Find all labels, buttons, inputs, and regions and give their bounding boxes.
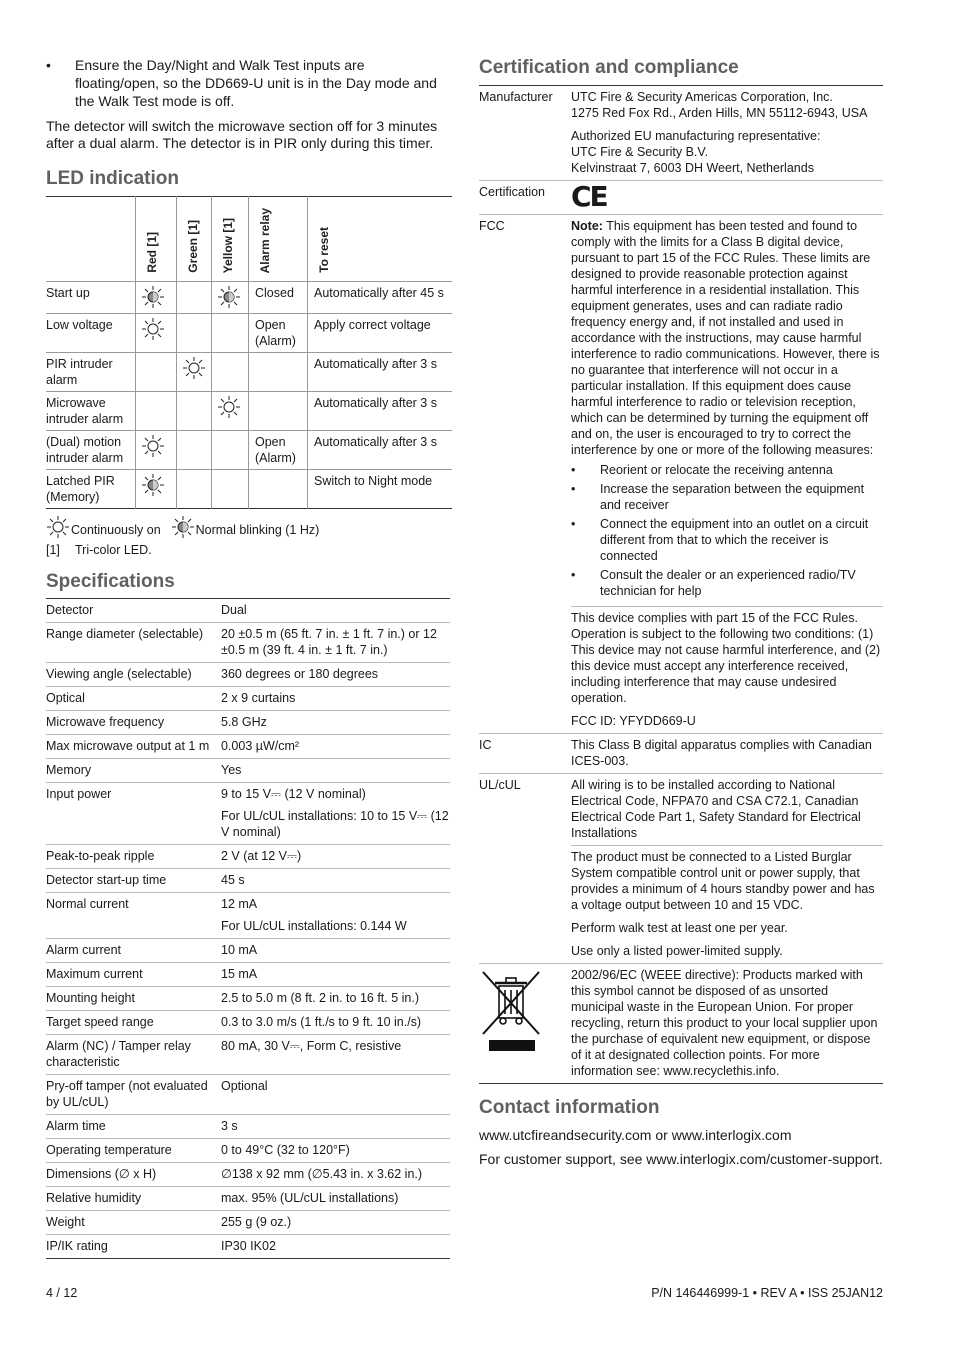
led-green-cell — [177, 282, 212, 314]
spec-row — [46, 1163, 450, 1187]
spec-row — [46, 599, 450, 623]
footnote-mark: [1] — [46, 543, 60, 557]
blink-sun-icon — [141, 473, 163, 495]
cert-heading: Certification and compliance — [479, 57, 739, 78]
led-row — [46, 392, 452, 431]
spec-row — [46, 1011, 450, 1035]
spec-value — [221, 963, 450, 987]
spec-value — [221, 1163, 450, 1187]
spec-key: Weight — [46, 1211, 221, 1235]
spec-key: IP/IK rating — [46, 1235, 221, 1259]
led-row — [46, 431, 452, 470]
spec-value-line: max. 95% (UL/cUL installations) — [221, 1191, 399, 1205]
led-row-reset: Automatically after 3 s — [308, 392, 453, 431]
fcc-measure-item: • Increase the separation between the equipment and receiver — [571, 481, 883, 513]
weee-text: 2002/96/EC (WEEE directive): Products marked with this symbol cannot be disposed of as unsorted municipal waste in the European Union. For proper recycling, return this product to your local supplier upon the purchase of equivalent new equipment, or dispose of it at designated collection points. For more information see: www.recyclethis.info. — [571, 964, 883, 1084]
spec-value-line: Yes — [221, 763, 242, 777]
led-footnote — [46, 543, 450, 557]
weee-symbol — [479, 964, 571, 1084]
spec-row — [46, 623, 450, 663]
spec-value-line: For UL/cUL installations: 10 to 15 V⎓ (12 V nominal) — [221, 809, 449, 839]
fcc-note-label: Note: — [571, 219, 603, 233]
fcc-measure-item: • Reorient or relocate the receiving antenna — [571, 463, 833, 477]
led-green-cell — [177, 314, 212, 353]
spec-key: Memory — [46, 759, 221, 783]
led-row-reset: Automatically after 3 s — [308, 353, 453, 392]
led-header-reset: To reset — [308, 197, 453, 282]
ul-text-4: Use only a listed power-limited supply. — [571, 944, 783, 958]
spec-value-line: 0.3 to 3.0 m/s (1 ft./s to 9 ft. 10 in./s) — [221, 1015, 422, 1029]
spec-row — [46, 783, 450, 845]
spec-row — [46, 1115, 450, 1139]
spec-value-line: 80 mA, 30 V⎓, Form C, resistive — [221, 1039, 402, 1053]
intro-bullet-text: Ensure the Day/Night and Walk Test inputs are floating/open, so the DD669-U unit is in the Day mode and the Walk Test mode is off. — [75, 57, 437, 109]
fcc-measure-item: • Consult the dealer or an experienced radio/TV technician for help — [571, 567, 883, 599]
spec-value — [221, 845, 450, 869]
led-row-reset: Automatically after 3 s — [308, 431, 453, 470]
ul-label: UL/cUL — [479, 774, 571, 846]
cert-row-certification — [479, 181, 883, 215]
legend-on: Continuously on — [71, 523, 161, 537]
spec-key: Detector — [46, 603, 94, 617]
cert-row-weee — [479, 964, 883, 1084]
spec-value — [221, 1075, 450, 1115]
ul-value-2 — [571, 846, 883, 964]
spec-value — [221, 663, 450, 687]
spec-value — [221, 783, 450, 845]
spec-value-line: ∅138 x 92 mm (∅5.43 in. x 3.62 in.) — [221, 1167, 423, 1181]
fcc-measure-text: Reorient or relocate the receiving antenna — [600, 463, 833, 477]
spec-key: Viewing angle (selectable) — [46, 663, 221, 687]
spec-key: Alarm current — [46, 939, 221, 963]
contact-heading: Contact information — [479, 1097, 660, 1118]
blink-sun-icon — [141, 285, 163, 307]
contact-support-line[interactable]: For customer support, see www.interlogix.com/customer-support. — [479, 1151, 883, 1167]
led-row-label: Microwave intruder alarm — [46, 392, 136, 431]
spec-value-line: Dual — [221, 603, 247, 617]
spec-row — [46, 845, 450, 869]
spec-value-line: 9 to 15 V⎓ (12 V nominal) — [221, 787, 366, 801]
spec-value — [221, 623, 450, 663]
cert-row-manufacturer — [479, 86, 883, 181]
spec-value — [221, 687, 450, 711]
led-row-reset: Automatically after 45 s — [308, 282, 453, 314]
spec-value-line: IP30 IK02 — [221, 1239, 276, 1253]
blink-sun-icon — [217, 285, 239, 307]
led-yellow-cell — [212, 470, 249, 509]
spec-key: Peak-to-peak ripple — [46, 845, 221, 869]
spec-value-line: 255 g (9 oz.) — [221, 1215, 292, 1229]
spec-value — [221, 1115, 450, 1139]
spec-row — [46, 939, 450, 963]
led-row-relay: Open (Alarm) — [249, 431, 308, 470]
footnote-text: Tri-color LED. — [75, 543, 152, 557]
specs-table — [46, 598, 450, 1259]
ul-text-3: Perform walk test at least one per year. — [571, 921, 788, 935]
led-row-reset: Switch to Night mode — [308, 470, 453, 509]
specs-heading: Specifications — [46, 571, 175, 592]
spec-value — [221, 1011, 450, 1035]
led-row-label: Start up — [46, 282, 136, 314]
led-green-cell — [177, 392, 212, 431]
led-row — [46, 470, 452, 509]
intro-paragraph: The detector will switch the microwave section off for 3 minutes after a dual alarm. The detector is in PIR only during this timer. — [46, 118, 438, 151]
spec-value-line: 20 ±0.5 m (65 ft. 7 in. ± 1 ft. 7 in.) or 12 ±0.5 m (39 ft. 4 in. ± 1 ft. 7 in.) — [221, 627, 437, 657]
led-header-blank — [46, 197, 136, 282]
spec-key: Mounting height — [46, 987, 221, 1011]
led-table — [46, 196, 452, 509]
certification-value — [571, 181, 883, 215]
fcc-value — [571, 215, 883, 607]
spec-row — [46, 759, 450, 783]
spec-value — [221, 711, 450, 735]
spec-row — [46, 1211, 450, 1235]
led-yellow-cell — [212, 314, 249, 353]
spec-value-line: 10 mA — [221, 943, 258, 957]
led-green-cell — [177, 353, 212, 392]
spec-key: Normal current — [46, 893, 221, 939]
fcc-measure-text: Connect the equipment into an outlet on a circuit different from that to which the receiver is connected — [600, 517, 869, 563]
spec-key: Optical — [46, 687, 221, 711]
spec-value — [221, 939, 450, 963]
fcc-measure-text: Increase the separation between the equipment and receiver — [600, 482, 865, 512]
led-row — [46, 314, 452, 353]
spec-value — [221, 759, 450, 783]
led-red-cell — [136, 431, 177, 470]
led-row-relay — [249, 353, 308, 392]
led-red-cell — [136, 314, 177, 353]
rep-line-1: Authorized EU manufacturing representative: — [571, 129, 821, 143]
spec-value-line: 2 V (at 12 V⎓) — [221, 849, 302, 863]
led-row-label: PIR intruder alarm — [46, 353, 136, 392]
fcc-measures-list — [571, 462, 883, 599]
led-row-relay — [249, 470, 308, 509]
led-legend — [46, 515, 450, 537]
spec-value-line: 0 to 49°C (32 to 120°F) — [221, 1143, 350, 1157]
certification-label: Certification — [479, 181, 571, 215]
spec-value-line: 3 s — [221, 1119, 238, 1133]
led-red-cell — [136, 282, 177, 314]
spec-key: Range diameter (selectable) — [46, 623, 221, 663]
spec-value — [221, 1035, 450, 1075]
spec-row — [46, 987, 450, 1011]
cert-row-ic — [479, 734, 883, 774]
led-header-relay: Alarm relay — [249, 197, 308, 282]
spec-value — [221, 869, 450, 893]
led-row-label: Low voltage — [46, 314, 136, 353]
spec-row — [46, 735, 450, 759]
led-yellow-cell — [212, 353, 249, 392]
led-heading: LED indication — [46, 168, 179, 189]
ic-value: This Class B digital apparatus complies with Canadian ICES-003. — [571, 734, 883, 774]
sun-icon — [141, 434, 163, 456]
spec-value — [221, 987, 450, 1011]
left-column — [46, 56, 450, 1259]
fcc-measure-item: • Connect the equipment into an outlet on a circuit different from that to which the receiver is connected — [571, 516, 883, 564]
spec-row — [46, 1139, 450, 1163]
contact-link-line[interactable]: www.utcfireandsecurity.com or www.interlogix.com — [479, 1127, 792, 1143]
fcc-label: FCC — [479, 215, 571, 607]
led-red-cell — [136, 353, 177, 392]
spec-row — [46, 893, 450, 939]
fcc-id: FCC ID: YFYDD669-U — [571, 714, 696, 728]
spec-key: Maximum current — [46, 963, 221, 987]
manufacturer-value — [571, 86, 883, 181]
spec-row — [46, 963, 450, 987]
spec-key: Alarm (NC) / Tamper relay characteristic — [46, 1035, 221, 1075]
page-number: 4 / 12 — [46, 1286, 78, 1300]
cert-table — [479, 85, 883, 1084]
spec-row — [46, 1075, 450, 1115]
spec-value-line: Optional — [221, 1079, 268, 1093]
spec-key: Operating temperature — [46, 1139, 221, 1163]
spec-value-line: 2 x 9 curtains — [221, 691, 296, 705]
spec-value-line: 2.5 to 5.0 m (8 ft. 2 in. to 16 ft. 5 in.) — [221, 991, 420, 1005]
ul-value-1: All wiring is to be installed according to National Electrical Code, NFPA70 and CSA C72.1, Canadian Electrical Code Part 1, Safety Standard for Electrical Installations — [571, 774, 883, 846]
blink-sun-icon — [171, 515, 193, 537]
ce-mark-icon: CE — [571, 180, 607, 213]
fcc-part15-value — [571, 607, 883, 734]
spec-key: Relative humidity — [46, 1187, 221, 1211]
legend-blink: Normal blinking (1 Hz) — [195, 523, 320, 537]
led-header-red: Red [1] — [136, 197, 177, 282]
spec-row — [46, 1235, 450, 1259]
ic-label: IC — [479, 734, 571, 774]
manufacturer-line-2: 1275 Red Fox Rd., Arden Hills, MN 55112-6943, USA — [571, 106, 868, 120]
led-row-relay — [249, 392, 308, 431]
led-yellow-cell — [212, 282, 249, 314]
spec-value-line: For UL/cUL installations: 0.144 W — [221, 919, 407, 933]
fcc-part15-text: This device complies with part 15 of the FCC Rules. Operation is subject to the following two conditions: (1) This device may not cause harmful interference, and (2) this device must accept any interference received, including interference that may cause undesired operation. — [571, 611, 881, 705]
led-header-green: Green [1] — [177, 197, 212, 282]
sun-icon — [141, 317, 163, 339]
spec-value-line: 0.003 µW/cm² — [221, 739, 300, 753]
cert-row-ul — [479, 774, 883, 846]
spec-row — [46, 1187, 450, 1211]
crossed-bin-icon — [479, 968, 543, 1056]
spec-key: Target speed range — [46, 1011, 221, 1035]
manufacturer-label: Manufacturer — [479, 90, 553, 104]
led-red-cell — [136, 470, 177, 509]
spec-value-line: 5.8 GHz — [221, 715, 267, 729]
led-row — [46, 353, 452, 392]
rep-line-2: UTC Fire & Security B.V. — [571, 145, 709, 159]
sun-icon — [46, 515, 68, 537]
led-yellow-cell — [212, 392, 249, 431]
led-green-cell — [177, 470, 212, 509]
spec-row — [46, 869, 450, 893]
sun-icon — [182, 356, 204, 378]
spec-value-line: 15 mA — [221, 967, 258, 981]
led-yellow-cell — [212, 431, 249, 470]
led-row — [46, 282, 452, 314]
spec-value — [221, 1187, 450, 1211]
led-row-relay: Open (Alarm) — [249, 314, 308, 353]
spec-value — [221, 735, 450, 759]
spec-row — [46, 711, 450, 735]
manufacturer-line-1: UTC Fire & Security Americas Corporation, Inc. — [571, 90, 833, 104]
spec-key: Detector start-up time — [46, 869, 221, 893]
fcc-measure-text: Consult the dealer or an experienced radio/TV technician for help — [600, 568, 856, 598]
spec-value-line: 45 s — [221, 873, 245, 887]
cert-row-fcc-part15 — [479, 607, 883, 734]
led-row-reset: Apply correct voltage — [308, 314, 453, 353]
led-row-relay: Closed — [249, 282, 308, 314]
intro-bullet: • Ensure the Day/Night and Walk Test inputs are floating/open, so the DD669-U unit is in the Day mode and the Walk Test mode is off. — [46, 56, 450, 110]
led-row-label: (Dual) motion intruder alarm — [46, 431, 136, 470]
spec-key: Max microwave output at 1 m — [46, 735, 221, 759]
spec-value-line: 360 degrees or 180 degrees — [221, 667, 379, 681]
rep-line-3: Kelvinstraat 7, 6003 DH Weert, Netherlands — [571, 161, 814, 175]
spec-row — [46, 663, 450, 687]
spec-value — [221, 1139, 450, 1163]
led-row-label: Latched PIR (Memory) — [46, 470, 136, 509]
fcc-note — [571, 218, 883, 458]
spec-value — [221, 1211, 450, 1235]
part-number: P/N 146446999-1 • REV A • ISS 25JAN12 — [651, 1286, 883, 1300]
spec-key: Pry-off tamper (not evaluated by UL/cUL) — [46, 1075, 221, 1115]
led-red-cell — [136, 392, 177, 431]
cert-row-ul-cont — [479, 846, 883, 964]
spec-key: Input power — [46, 783, 221, 845]
sun-icon — [217, 395, 239, 417]
led-green-cell — [177, 431, 212, 470]
spec-key: Microwave frequency — [46, 711, 221, 735]
spec-row — [46, 687, 450, 711]
cert-row-fcc — [479, 215, 883, 607]
spec-key: Alarm time — [46, 1115, 221, 1139]
spec-value — [221, 599, 450, 623]
spec-value — [221, 1235, 450, 1259]
spec-value — [221, 893, 450, 939]
fcc-note-text: This equipment has been tested and found to comply with the limits for a Class B digital device, pursuant to part 15 of the FCC Rules. These limits are designed to provide reasonable protection against harmful interference in a residential installation. This equipment generates, uses and can radiate radio frequency energy and, if not installed and used in accordance with the instructions, may cause harmful interference to radio communications. However, there is no guarantee that interference will not occur in a particular installation. If this equipment does cause harmful interference to radio or television reception, which can be determined by turning the equipment off and on, the user is encouraged to try to correct the interference by one or more of the following measures: — [571, 219, 880, 457]
spec-value-line: 12 mA — [221, 897, 258, 911]
led-header-yellow: Yellow [1] — [212, 197, 249, 282]
spec-row — [46, 1035, 450, 1075]
right-column — [479, 56, 883, 1168]
spec-key: Dimensions (∅ x H) — [46, 1163, 221, 1187]
ul-text-2: The product must be connected to a Listed Burglar System compatible control unit or power supply, that provides a minimum of 4 hours standby power and has a voltage output between 10 and 15 VDC. — [571, 850, 875, 912]
